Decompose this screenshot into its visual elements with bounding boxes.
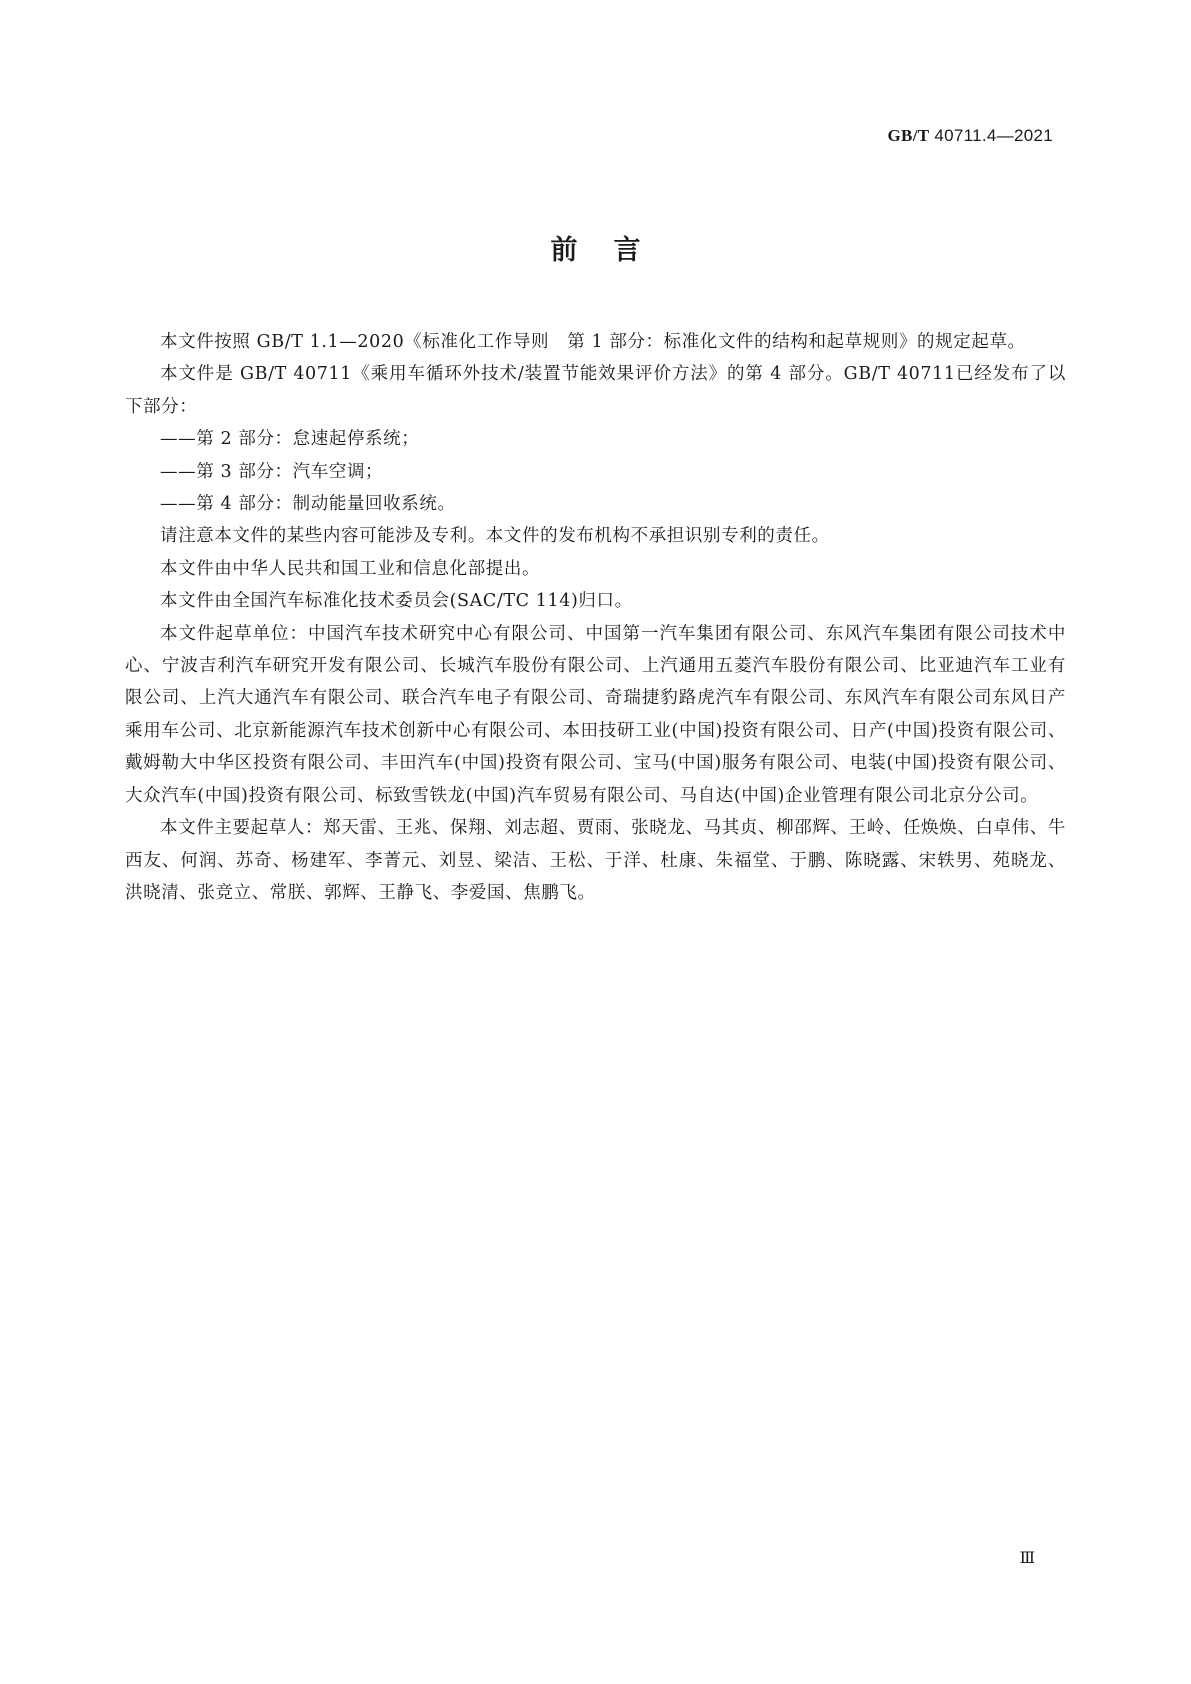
- paragraph-drafting-rules: 本文件按照 GB/T 1.1—2020《标准化工作导则 第 1 部分：标准化文件的结构和起草规则》的规定起草。: [160, 332, 1026, 352]
- list-item-part-2: ——第 2 部分：怠速起停系统；: [160, 429, 420, 450]
- standard-code-prefix: GB/T: [887, 126, 930, 145]
- standard-code: [888, 126, 1053, 146]
- paragraph-administered-by: 本文件由全国汽车标准化技术委员会(SAC/TC 114)归口。: [160, 591, 633, 612]
- list-item-part-4: ——第 4 部分：制动能量回收系统。: [160, 494, 456, 515]
- list-item-part-3: ——第 3 部分：汽车空调；: [160, 461, 384, 482]
- paragraph-parts-intro: 本文件是 GB/T 40711《乘用车循环外技术/装置节能效果评价方法》的第 4 部分。GB/T 40711已经发布了以下部分：: [125, 364, 1066, 417]
- page-title: 前言: [550, 235, 677, 266]
- standard-code-number: 40711.4—2021: [934, 126, 1053, 145]
- foreword-body: [125, 326, 1066, 909]
- page-number: Ⅲ: [1019, 1548, 1035, 1567]
- paragraph-drafting-organizations: 本文件起草单位：中国汽车技术研究中心有限公司、中国第一汽车集团有限公司、东风汽车集团有限公司技术中心、宁波吉利汽车研究开发有限公司、长城汽车股份有限公司、上汽通用五菱汽车股份有限公司、比亚迪汽车工业有限公司、上汽大通汽车有限公司、联合汽车电子有限公司、奇瑞捷豹路虎汽车有限公司、东风汽车有限公司东风日产乘用车公司、北京新能源汽车技术创新中心有限公司、本田技研工业(中国)投资有限公司、日产(中国)投资有限公司、戴姆勒大中华区投资有限公司、丰田汽车(中国)投资有限公司、宝马(中国)服务有限公司、电装(中国)投资有限公司、大众汽车(中国)投资有限公司、标致雪铁龙(中国)汽车贸易有限公司、马自达(中国)企业管理有限公司北京分公司。: [125, 623, 1066, 806]
- paragraph-patent-notice: 请注意本文件的某些内容可能涉及专利。本文件的发布机构不承担识别专利的责任。: [160, 526, 830, 547]
- paragraph-proposed-by: 本文件由中华人民共和国工业和信息化部提出。: [160, 558, 541, 579]
- paragraph-main-drafters: 本文件主要起草人：郑天雷、王兆、保翔、刘志超、贾雨、张晓龙、马其贞、柳邵辉、王岭、任焕焕、白卓伟、牛西友、何润、苏奇、杨建军、李菁元、刘昱、梁洁、王松、于洋、杜康、朱福堂、于鹏、陈晓露、宋轶男、苑晓龙、洪晓清、张竞立、常朕、郭辉、王静飞、李爱国、焦鹏飞。: [125, 818, 1066, 903]
